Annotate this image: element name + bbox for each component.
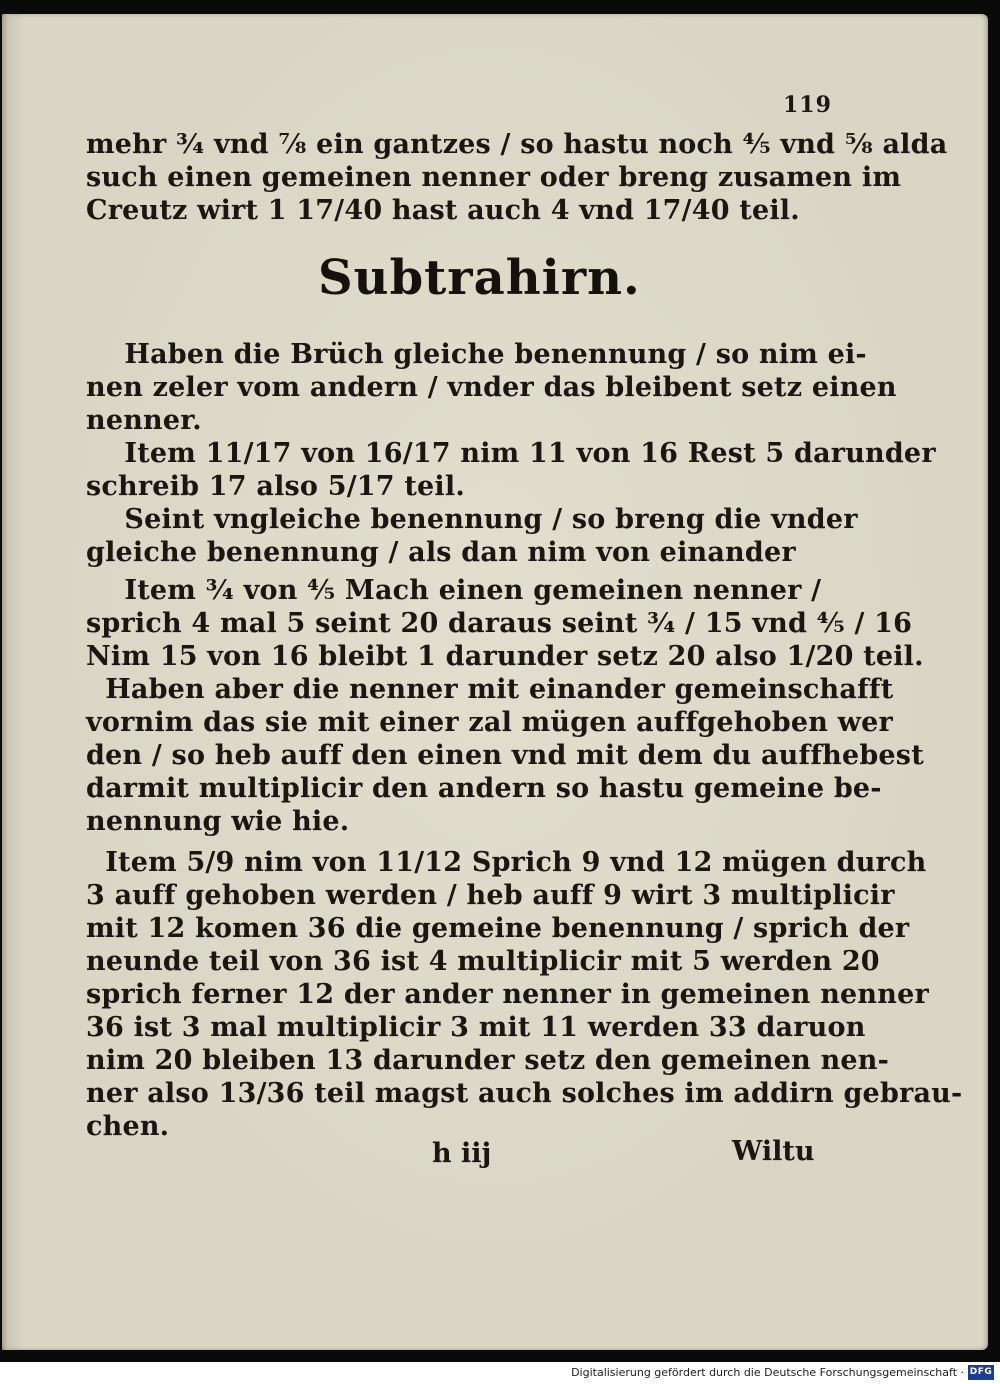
text-line: such einen gemeinen nenner oder breng zusamen im <box>86 162 902 193</box>
text-line: nen zeler vom andern / vnder das bleibent setz einen <box>86 372 897 403</box>
text-line: Item 11/17 von 16/17 nim 11 von 16 Rest 5 darunder <box>86 438 936 469</box>
section-heading: Subtrahirn. <box>318 250 641 306</box>
text-line: 3 auff gehoben werden / heb auff 9 wirt 3 multiplicir <box>86 880 895 911</box>
text-line: 36 ist 3 mal multiplicir 3 mit 11 werden 33 daruon <box>86 1012 866 1043</box>
text-line: schreib 17 also 5/17 teil. <box>86 471 465 502</box>
text-line: gleiche benennung / als dan nim von einander <box>86 537 796 568</box>
text-line: mit 12 komen 36 die gemeine benennung / sprich der <box>86 913 910 944</box>
text-line: darmit multiplicir den andern so hastu gemeine be- <box>86 773 882 804</box>
text-line: ner also 13/36 teil magst auch solches im addirn gebrau- <box>86 1078 963 1109</box>
text-line: nennung wie hie. <box>86 806 350 837</box>
dfg-credit-text: Digitalisierung gefördert durch die Deutsche Forschungsgemeinschaft · <box>571 1366 964 1379</box>
text-line: vornim das sie mit einer zal mügen auffgehoben wer <box>86 707 893 738</box>
dfg-logo-icon: DFG <box>968 1365 994 1380</box>
text-line: neunde teil von 36 ist 4 multiplicir mit 5 werden 20 <box>86 946 880 977</box>
page-gutter-shadow <box>2 14 12 1350</box>
text-line: Haben aber die nenner mit einander gemeinschafft <box>86 674 894 705</box>
text-line: Haben die Brüch gleiche benennung / so nim ei- <box>86 339 867 370</box>
catchword: Wiltu <box>732 1136 815 1167</box>
credit-bar <box>0 1362 1000 1384</box>
text-line: den / so heb auff den einen vnd mit dem du auffhebest <box>86 740 924 771</box>
text-line: Item 5/9 nim von 11/12 Sprich 9 vnd 12 mügen durch <box>86 847 927 878</box>
text-line: Nim 15 von 16 bleibt 1 darunder setz 20 also 1/20 teil. <box>86 641 924 672</box>
text-line: sprich ferner 12 der ander nenner in gemeinen nenner <box>86 979 929 1010</box>
top-paragraph <box>86 128 947 227</box>
folio-number: 119 <box>783 92 832 118</box>
text-line: Item ¾ von ⅘ Mach einen gemeinen nenner / <box>86 575 822 606</box>
text-line: sprich 4 mal 5 seint 20 daraus seint ¾ / 15 vnd ⅘ / 16 <box>86 608 913 639</box>
text-line: Creutz wirt 1 17/40 hast auch 4 vnd 17/40 teil. <box>86 195 800 226</box>
text-line: nenner. <box>86 405 202 436</box>
signature-mark: h iij <box>432 1138 492 1169</box>
text-line: Seint vngleiche benennung / so breng die vnder <box>86 504 858 535</box>
text-line: chen. <box>86 1111 170 1142</box>
text-line: nim 20 bleiben 13 darunder setz den gemeinen nen- <box>86 1045 890 1076</box>
main-text <box>86 338 962 1143</box>
text-line: mehr ¾ vnd ⅞ ein gantzes / so hastu noch ⅘ vnd ⅝ alda <box>86 129 948 160</box>
